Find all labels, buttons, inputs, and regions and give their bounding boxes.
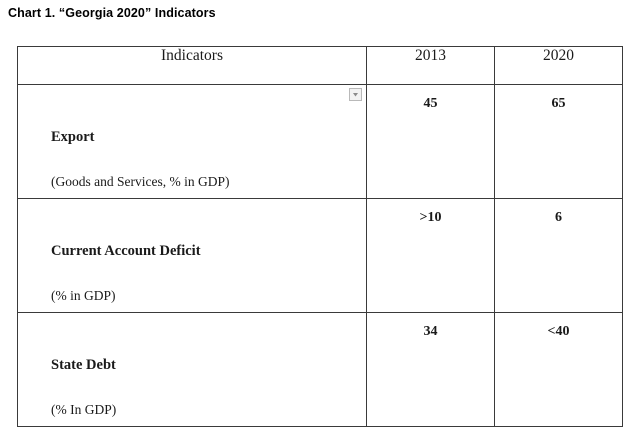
indicator-note: (% in GDP) <box>51 288 116 303</box>
value-text: 45 <box>423 96 438 111</box>
indicator-name: Current Account Deficit <box>51 243 201 259</box>
indicator-cell-export <box>18 85 367 199</box>
column-header-2013: 2013 <box>367 47 495 85</box>
value-text: >10 <box>419 210 442 225</box>
value-cell-2013 <box>367 313 495 427</box>
column-header-2020: 2020 <box>495 47 623 85</box>
value-text: 65 <box>551 96 566 111</box>
indicator-note: (Goods and Services, % in GDP) <box>51 174 230 189</box>
value-text: 6 <box>555 210 562 225</box>
table-header <box>18 47 623 85</box>
chevron-down-icon[interactable] <box>349 88 362 101</box>
value-text: 34 <box>423 324 438 339</box>
value-cell-2013 <box>367 199 495 313</box>
value-text: <40 <box>547 324 570 339</box>
table-row <box>18 85 623 199</box>
indicator-cell-state-debt <box>18 313 367 427</box>
table-row <box>18 313 623 427</box>
indicators-table <box>17 46 623 427</box>
indicator-note: (% In GDP) <box>51 402 117 417</box>
value-cell-2020 <box>495 313 623 427</box>
table-body <box>18 85 623 427</box>
chart-caption: Chart 1. “Georgia 2020” Indicators <box>8 6 216 20</box>
indicator-name: State Debt <box>51 357 116 373</box>
indicator-cell-current-account-deficit <box>18 199 367 313</box>
value-cell-2020 <box>495 199 623 313</box>
table-row <box>18 199 623 313</box>
indicator-name: Export <box>51 129 95 145</box>
value-cell-2013 <box>367 85 495 199</box>
value-cell-2020 <box>495 85 623 199</box>
column-header-indicators: Indicators <box>18 47 367 85</box>
table-header-row <box>18 47 623 85</box>
indicators-table-container <box>17 46 622 427</box>
